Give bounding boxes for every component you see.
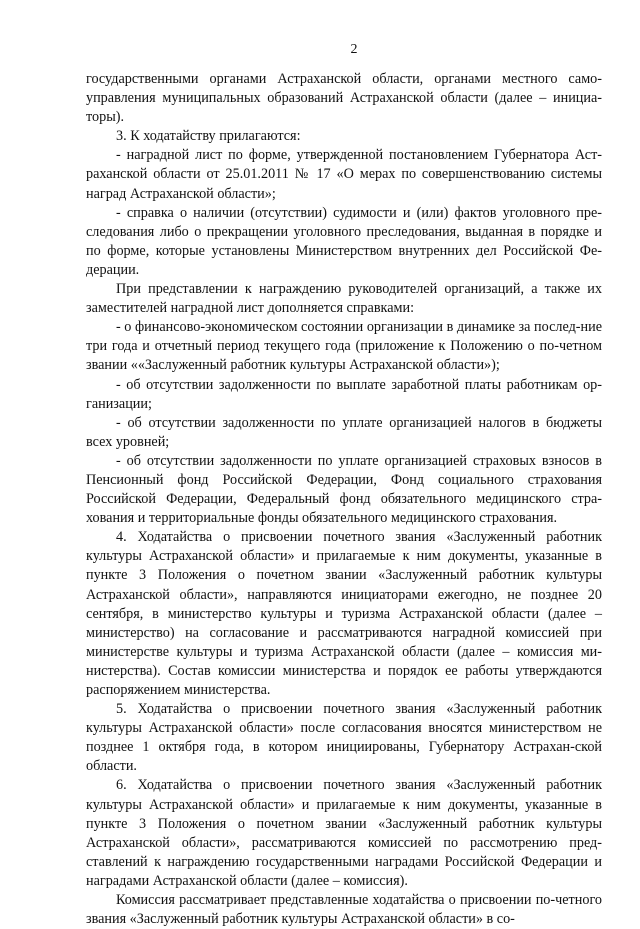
- paragraph-commission: Комиссия рассматривает представленные ходатайства о присвоении по-четного звания «Заслуженный работник культуры Астраханской области» в со-: [86, 892, 602, 928]
- paragraph-insurance-debt: - об отсутствии задолженности по уплате организацией страховых взносов в Пенсионный фонд Российской Федерации, Фонд социального страхования Российской Федерации, Федеральный фонд обязательного медицинского стра-хования и территориальные фонды обязательного медицинского страхования.: [86, 452, 602, 527]
- paragraph-initiators: государственными органами Астраханской области, органами местного само-управления муниципальных образований Астраханской области (далее – инициа-торы).: [86, 71, 602, 126]
- paragraph-item-5: 5. Ходатайства о присвоении почетного звания «Заслуженный работник культуры Астраханской области» после согласования вносятся министерством не позднее 1 октября года, в котором инициированы, Губернатору Астрахан-ской области.: [86, 701, 602, 775]
- paragraph-tax-debt: - об отсутствии задолженности по уплате организацией налогов в бюджеты всех уровней;: [86, 414, 602, 450]
- paragraph-award-sheet: - наградной лист по форме, утвержденной постановлением Губернатора Аст-раханской области от 25.01.2011 № 17 «О мерах по совершенствованию системы наград Астраханской области»;: [86, 147, 602, 202]
- paragraph-criminal-record: - справка о наличии (отсутствии) судимости и (или) фактов уголовного пре-следования либо о прекращении уголовного преследования, выданная в порядке и по форме, которые установлены Министерством внутренних дел Российской Фе-дерации.: [86, 204, 602, 278]
- paragraph-item-3: 3. К ходатайству прилагаются:: [116, 128, 301, 145]
- paragraph-item-4: 4. Ходатайства о присвоении почетного звания «Заслуженный работник культуры Астраханской области» и прилагаемые к ним документы, указанные в пункте 3 Положения о почетном звании «Заслуженный работник культуры Астраханской области», направляются инициаторами ежегодно, не позднее 20 сентября, в министерство культуры и туризма Астраханской области (далее – министерство) на согласование и рассматриваются наградной комиссией при министерстве культуры и туризма Астраханской области (далее – комиссия ми-нистерства). Состав комиссии министерства и порядок ее работы утверждаются распоряжением министерства.: [86, 529, 602, 698]
- paragraph-managers: При представлении к награждению руководителей организаций, а также их заместителей наградной лист дополняется справками:: [86, 281, 602, 317]
- paragraph-item-6: 6. Ходатайства о присвоении почетного звания «Заслуженный работник культуры Астраханской области» и прилагаемые к ним документы, указанные в пункте 3 Положения о почетном звании «Заслуженный работник культуры Астраханской области», рассматриваются комиссией по рассмотрению пред-ставлений к награждению государственными наградами Российской Федерации и наградами Астраханской области (далее – комиссия).: [86, 777, 602, 889]
- page-number: 2: [350, 42, 358, 57]
- paragraph-salary-debt: - об отсутствии задолженности по выплате заработной платы работникам ор-ганизации;: [86, 376, 602, 412]
- paragraph-financial-state: - о финансово-экономическом состоянии организации в динамике за послед-ние три года и отчетный период текущего года (приложение к Положению о по-четном звании ««Заслуженный работник культуры Астраханской области»);: [86, 319, 602, 374]
